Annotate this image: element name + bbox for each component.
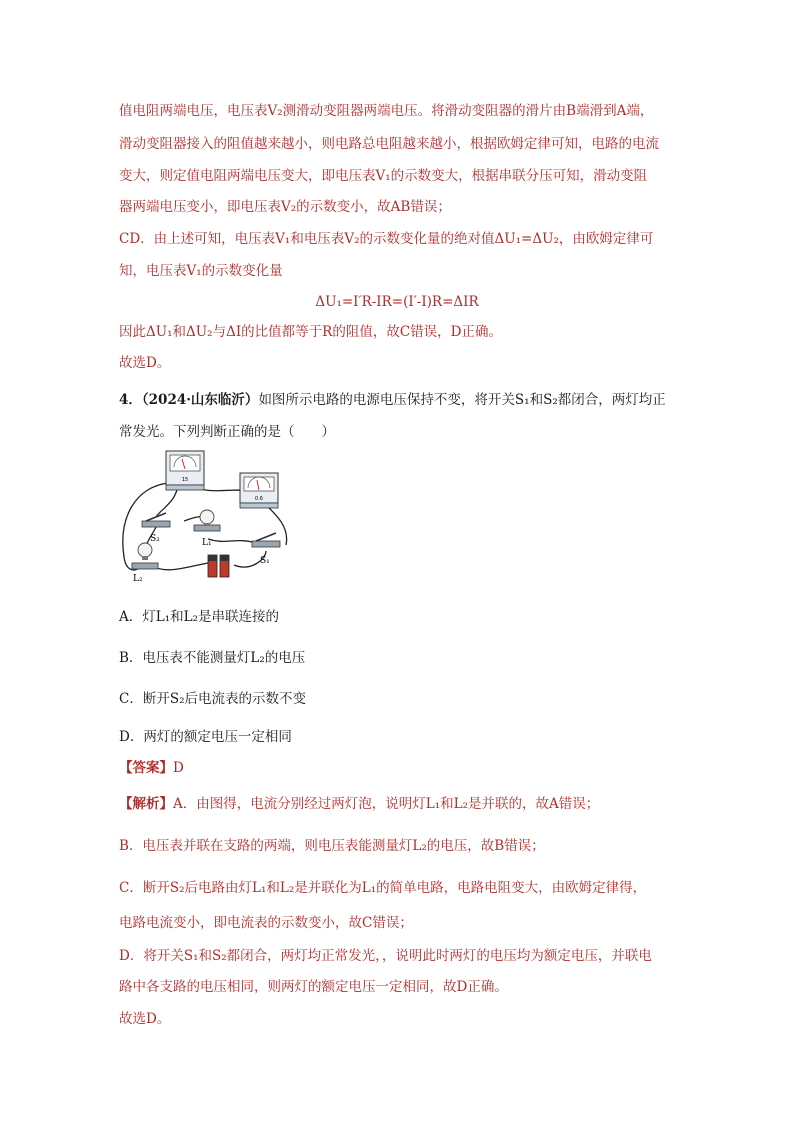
ammeter-icon: [240, 473, 278, 508]
analysis-line-d1: D．将开关S₁和S₂都闭合，两灯均正常发光，，说明此时两灯的电压均为额定电压，并联电: [119, 948, 652, 964]
question-source: （2024·山东临沂）: [141, 392, 259, 408]
explanation-line-2: 滑动变阻器接入的阻值越来越小，则电路总电阻越来越小，根据欧姆定律可知，电路的电流: [119, 136, 659, 152]
switch-s2-icon: [142, 513, 170, 527]
lamp-l1-icon: [194, 510, 220, 531]
question-stem-line-2: 常发光。下列判断正确的是（ ）: [119, 424, 335, 440]
analysis-line-d2: 路中各支路的电压相同，则两灯的额定电压一定相同，故D正确。: [119, 979, 508, 995]
formula-line: ΔU₁=I′R-IR=(I′-I)R=ΔIR: [315, 294, 479, 310]
option-d: D．两灯的额定电压一定相同: [119, 729, 292, 745]
lamp-l2-icon: [132, 543, 158, 569]
circuit-diagram: [116, 447, 296, 587]
answer-value: D: [173, 760, 184, 776]
switch-s2-label: S₂: [150, 534, 160, 544]
analysis-a-text: A．由图得，电流分别经过两灯泡，说明灯L₁和L₂是并联的，故A错误；: [173, 796, 600, 812]
lamp-l1-label: L₁: [202, 538, 212, 548]
ammeter-scale-label: 0.6: [255, 496, 263, 502]
explanation-line-4: 器两端电压变小，即电压表V₂的示数变小，故AB错误；: [119, 199, 451, 215]
option-c: C．断开S₂后电流表的示数不变: [119, 691, 306, 707]
voltmeter-scale-label: 15: [181, 477, 189, 483]
explanation-line-1: 值电阻两端电压，电压表V₂测滑动变阻器两端电压。将滑动变阻器的滑片由B端滑到A端，: [119, 103, 654, 119]
question-stem-line-1: [119, 390, 666, 410]
analysis-line-a: [119, 794, 599, 814]
analysis-line-c1: C．断开S₂后电路由灯L₁和L₂是并联化为L₁的简单电路，电路电阻变大，由欧姆定律得，: [119, 880, 647, 896]
battery-icon: [208, 555, 229, 577]
answer-tag: 【答案】: [119, 760, 173, 776]
question-number: 4．: [119, 392, 142, 408]
explanation-line-6: 知，电压表V₁的示数变化量: [119, 263, 283, 279]
question-stem-text: 如图所示电路的电源电压保持不变，将开关S₁和S₂都闭合，两灯均正: [258, 392, 666, 408]
switch-s1-label: S₁: [260, 556, 270, 566]
voltmeter-icon: [166, 451, 204, 490]
explanation-line-7: 因此ΔU₁和ΔU₂与ΔI的比值都等于R的阻值，故C错误，D正确。: [119, 324, 502, 340]
explanation-line-3: 变大，则定值电阻两端电压变大，即电压表V₁的示数变大，根据串联分压可知，滑动变阻: [119, 168, 648, 184]
analysis-tag: 【解析】: [119, 796, 173, 812]
explanation-line-8: 故选D。: [119, 355, 171, 371]
lamp-l2-label: L₂: [133, 574, 143, 584]
analysis-line-b: B．电压表并联在支路的两端，则电压表能测量灯L₂的电压，故B错误；: [119, 838, 545, 854]
option-a: A．灯L₁和L₂是串联连接的: [119, 609, 280, 625]
analysis-line-c2: 电路电流变小，即电流表的示数变小，故C错误；: [119, 915, 413, 931]
option-b: B．电压表不能测量灯L₂的电压: [119, 650, 306, 666]
explanation-line-5: CD．由上述可知，电压表V₁和电压表V₂的示数变化量的绝对值ΔU₁=ΔU₂，由欧姆定律可: [119, 231, 654, 247]
analysis-line-end: 故选D。: [119, 1011, 171, 1027]
answer-line: [119, 758, 184, 778]
switch-s1-icon: [252, 533, 280, 547]
